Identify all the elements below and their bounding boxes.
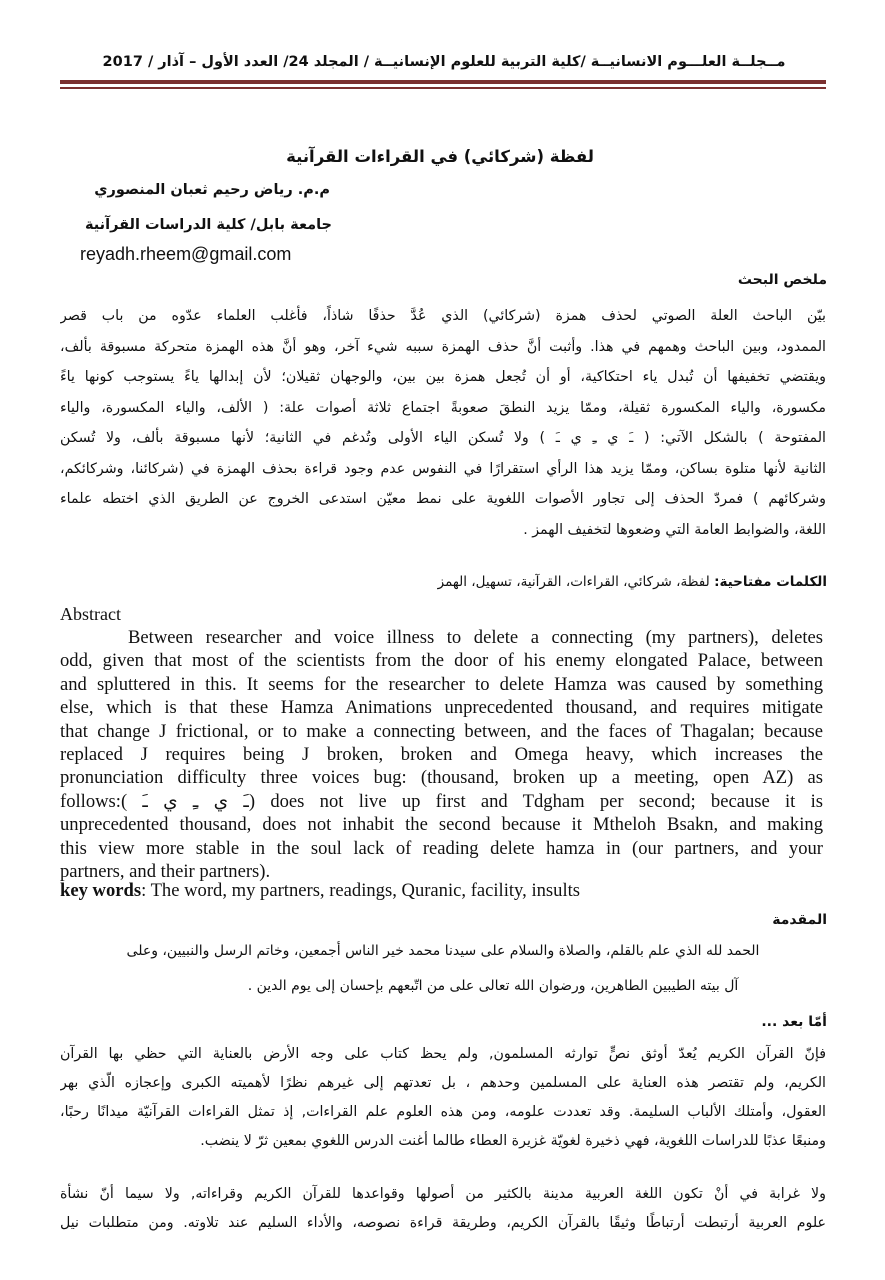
arabic-abstract-line: الممدود، وبين الباحث وهمهم في هذا. وأثبت أنَّ حذف الهمزة سببه شيء آخر، وهو أنَّ هذه الهمزة متحركة مسبوقة بألف،: [60, 338, 826, 355]
english-keywords: [60, 880, 580, 902]
english-abstract-line: Between researcher and voice illness to delete a connecting (my partners), deletes: [128, 627, 823, 648]
introduction-line: فإنّ القرآن الكريم يُعدّ أوثق نصٍّ توارثه المسلمون, ولم يحظ كتاب على وجه الأرض بالعناية التي حظي بها القرآن: [60, 1046, 826, 1062]
introduction-paragraph-1: [60, 1040, 826, 1156]
introduction-heading: المقدمة: [772, 912, 827, 928]
header-rule-thin: [60, 87, 826, 89]
author-email[interactable]: reyadh.rheem@gmail.com: [80, 244, 292, 264]
introduction-line: الكريم، ولم تقتصر هذه العناية على المسلمين وحدهم ، بل تعدتهم إلى غيرهم نظرًا لأهميته الكبرى وإعجازه الّذي بهر: [60, 1075, 826, 1091]
amma-baad: أمّا بعد ...: [761, 1014, 827, 1030]
english-abstract-line: follows:( ـَ ي ـِ ي ـَ) does not live up first and Tdgham per second; because it is: [60, 790, 823, 812]
english-abstract-line: pronunciation difficulty three voices bug: (thousand, broken up a meeting, open AZ) as: [60, 767, 823, 789]
introduction-line: العقول، وأمتلك الألباب السليمة. وقد تعددت علومه، ومن هذه العلوم علم القراءات, إذ تمثل القراءات القرآنيّة ميدانًا رحبًا،: [60, 1104, 826, 1120]
english-abstract-line: and spluttered in this. It seems for the researcher to delete Hamza was caused by something: [60, 673, 823, 695]
introduction-paragraph-2: [60, 1180, 826, 1238]
arabic-abstract-line: بيّن الباحث العلة الصوتي لحذف همزة (شركائي) الذي عُدَّ حذفًا شاذاً، فأغلب العلماء عدّوه من باب قصر: [60, 308, 826, 324]
introduction-line: ومنبعًا عذبًا للدراسات اللغوية، فهي ذخيرة لغويّة غزيرة العطاء طالما أغنت الدرس اللغوي بمعين ثرّ لا ينضب.: [200, 1133, 826, 1149]
arabic-abstract-line: المفتوحة ) بالشكل الآتي: ( ـَ ي ـِ ي ـَ ) ولا تُسكن الياء الأولى وتُدغم في الثانية؛ لأنها مسبوقة بألف، ولا تُسكن: [60, 430, 826, 446]
arabic-abstract-heading: ملخص البحث: [737, 272, 827, 288]
arabic-abstract-line: ويقتضي تخفيفها أن تُبدل ياء احتكاكية، أو أن تُجعل همزة بين بين، والوجهان ثقيلان؛ لأن إبدالها ياءً يستوجب كونها ياءً: [60, 369, 826, 385]
arabic-abstract-body: [60, 301, 826, 545]
english-abstract-line: odd, given that most of the scientists from the door of his enemy elongated Palace, between: [60, 650, 823, 672]
english-keywords-text: : The word, my partners, readings, Quranic, facility, insults: [141, 880, 581, 901]
english-abstract-body: [60, 626, 823, 883]
english-abstract-line: replaced J requires being J broken, broken and Omega heavy, which increases the: [60, 743, 823, 765]
introduction-opening-line: الحمد لله الذي علم بالقلم، والصلاة والسلام على سيدنا محمد خير الناس أجمعين، وخاتم الرسل والنبيين، وعلى: [126, 943, 760, 959]
arabic-keywords-label: الكلمات مفتاحية:: [714, 574, 827, 590]
introduction-opening-line: آل بيته الطيبين الطاهرين، ورضوان الله تعالى على من اتّبعهم بإحسان إلى يوم الدين .: [247, 978, 739, 994]
english-keywords-label: key words: [60, 880, 142, 901]
arabic-abstract-line: وشركائهم ) فمردّ الحذف إلى تجاور الأصوات اللغوية على نمط معيّن استدعى الخروج عن الطريق الذي اختطه علماء: [60, 491, 826, 507]
english-abstract-line: that change J frictional, or to make a connecting between, and the faces of Thagalan; because: [60, 720, 823, 742]
arabic-abstract-line: مكسورة، والياء المكسورة ثقيلة، وممّا يزيد النطقَ صعوبةً اجتماع ثلاثة أصوات علة: ( الألف، والياء المكسورة، والياء: [60, 399, 826, 416]
author-name: م.م. رياض رحيم ثعبان المنصوري: [94, 182, 330, 198]
arabic-abstract-line: الثانية لأنها متلوة بساكن، وممّا يزيد هذا الرأي استقرارًا في النفوس عدم وجود قراءة بحذف الهمزة في (شركائنا، وشركائكم،: [60, 460, 826, 477]
arabic-keywords: [438, 574, 827, 590]
journal-header: مــجلــة العلـــوم الانسانيــة /كلية التربية للعلوم الإنسانيــة / المجلد 24/ العدد الأول – آذار / 2017: [102, 54, 786, 70]
arabic-abstract-line: اللغة، والضوابط العامة التي وضعوها لتخفيف الهمز .: [523, 521, 826, 538]
arabic-keywords-text: لفظة، شركائي، القراءات، القرآنية، تسهيل، الهمز: [437, 574, 710, 590]
english-abstract-line: partners, and their partners).: [60, 860, 271, 882]
header-rule-thick: [60, 80, 826, 84]
paper-title: لفظة (شركائي) في القراءات القرآنية: [286, 147, 594, 166]
introduction-line: ولا غرابة في أنْ تكون اللغة العربية مدينة بالكثير من أصولها وقواعدها للقرآن الكريم وقراءاته, ولا سيما أنّ نشأة: [60, 1186, 826, 1202]
introduction-line: علوم العربية أرتبطت أرتباطًا وثيقًا بالقرآن الكريم، وطريقة قراءة نصوصه، والأداء السليم عند تلاوته. ومن متطلبات نيل: [60, 1215, 826, 1231]
english-abstract-heading: Abstract: [60, 604, 121, 624]
english-abstract-line: unprecedented thousand, does not inhabit the second because it Mtheloh Bsakn, and making: [60, 814, 823, 836]
english-abstract-line: this view more stable in the soul lack of reading delete hamza in (our partners, and your: [60, 837, 823, 859]
english-abstract-line: else, which is that these Hamza Animations unprecedented thousand, and requires mitigate: [60, 697, 823, 719]
author-affiliation: جامعة بابل/ كلية الدراسات القرآنية: [84, 217, 332, 233]
